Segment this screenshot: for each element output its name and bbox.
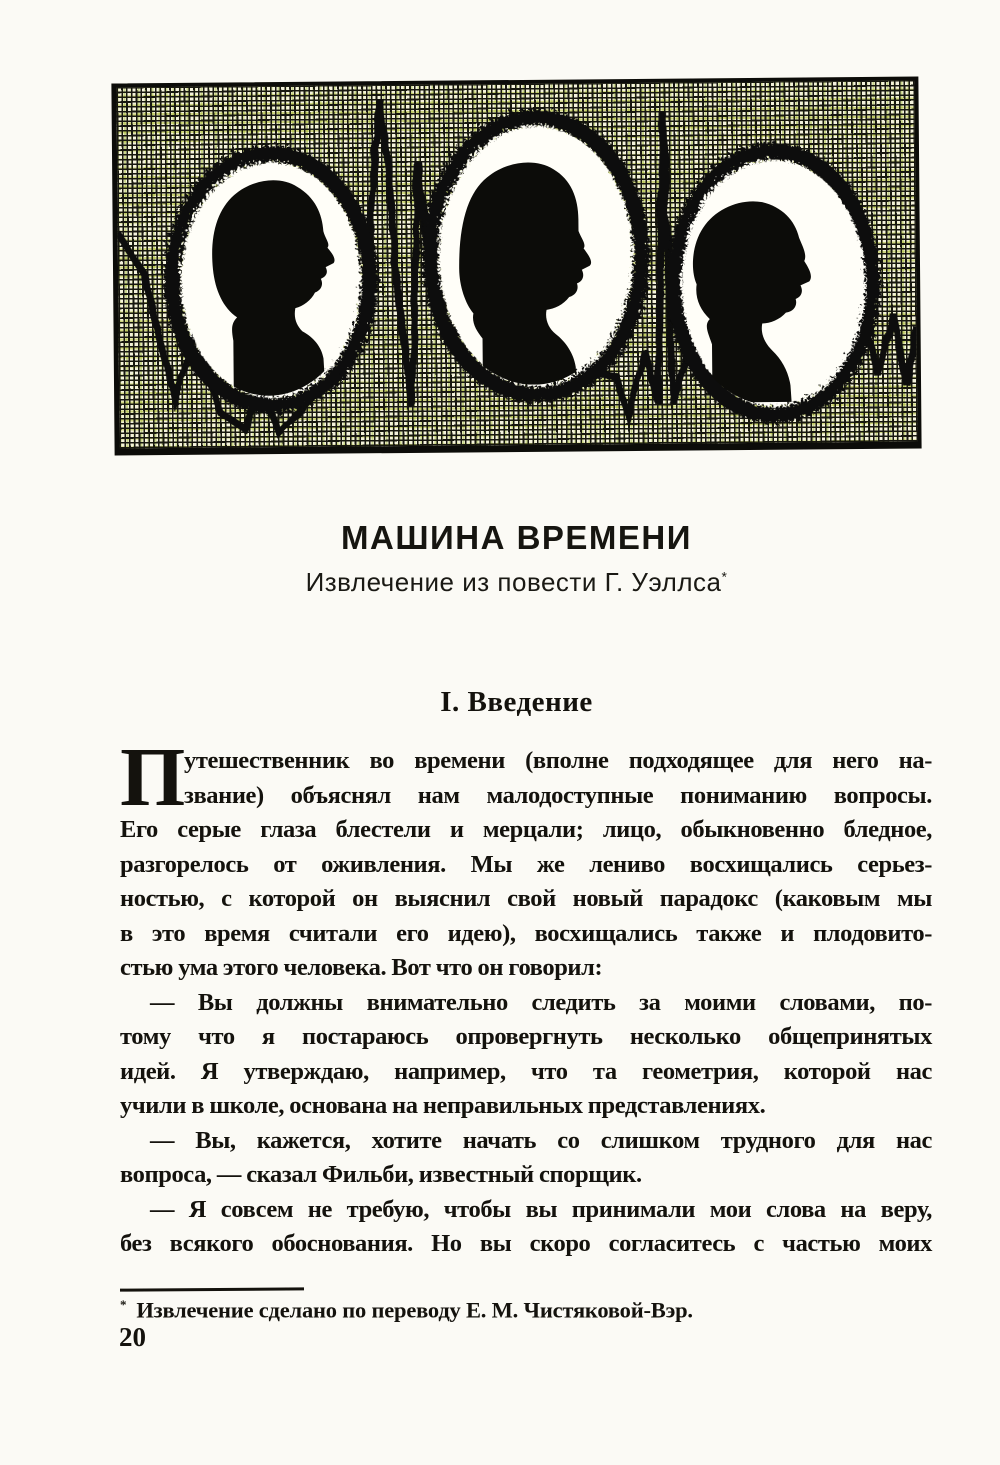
paragraph xyxy=(120,986,932,1124)
paragraph xyxy=(120,731,932,986)
text-line: — Вы, кажется, хотите начать со слишком трудного для нас xyxy=(150,1126,932,1154)
cameo-graphic xyxy=(116,81,917,449)
text-line: звание) объяснял нам малодоступные пониманию вопросы. xyxy=(184,781,932,809)
text-line: стью ума этого человека. Вот что он говорил: xyxy=(120,954,603,981)
cameo-left xyxy=(168,150,368,404)
text-line: идей. Я утверждаю, например, что та геометрия, которой нас xyxy=(120,1057,932,1085)
text-line: тому что я постараюсь опровергнуть несколько общепринятых xyxy=(120,1023,932,1050)
footnote-marker: * xyxy=(120,1297,127,1312)
page-subtitle xyxy=(113,567,920,598)
cameo-center xyxy=(426,114,640,393)
time-machine-illustration xyxy=(111,76,921,455)
drop-cap: П xyxy=(120,731,185,824)
cameo-right xyxy=(671,148,871,414)
text-line: учили в школе, основана на неправильных представлениях. xyxy=(120,1092,766,1119)
footnote xyxy=(120,1297,900,1324)
page-number: 20 xyxy=(119,1322,146,1352)
footnote-rule xyxy=(120,1287,304,1291)
text-line: — Вы должны внимательно следить за моими словами, по- xyxy=(150,988,932,1016)
body-text xyxy=(120,731,932,1262)
subtitle-footnote-marker: * xyxy=(721,568,728,585)
text-line: разгорелось от оживления. Мы же лениво восхищались серьез- xyxy=(120,850,932,878)
text-line: утешественник во времени (вполне подходящее для него на- xyxy=(184,747,932,774)
page-title: МАШИНА ВРЕМЕНИ xyxy=(341,519,692,556)
text-line: вопроса, — сказал Фильби, известный спорщик. xyxy=(120,1161,642,1188)
text-line: без всякого обоснования. Но вы скоро согласитесь с частью моих xyxy=(120,1230,932,1257)
footnote-text: Извлечение сделано по переводу Е. М. Чистяковой-Вэр. xyxy=(136,1297,693,1323)
section-heading: I. Введение xyxy=(440,686,593,718)
subtitle-text: Извлечение из повести Г. Уэллса xyxy=(305,567,722,597)
paragraph xyxy=(120,1193,932,1262)
text-line: — Я совсем не требую, чтобы вы принимали мои слова на веру, xyxy=(150,1195,932,1223)
text-line: Его серые глаза блестели и мерцали; лицо, обыкновенно бледное, xyxy=(120,816,932,843)
text-line: ностью, с которой он выяснил свой новый парадокс (каковым мы xyxy=(120,885,932,912)
paragraph xyxy=(120,1124,932,1193)
text-line: в это время считали его идею), восхищались также и плодовито- xyxy=(120,919,932,947)
